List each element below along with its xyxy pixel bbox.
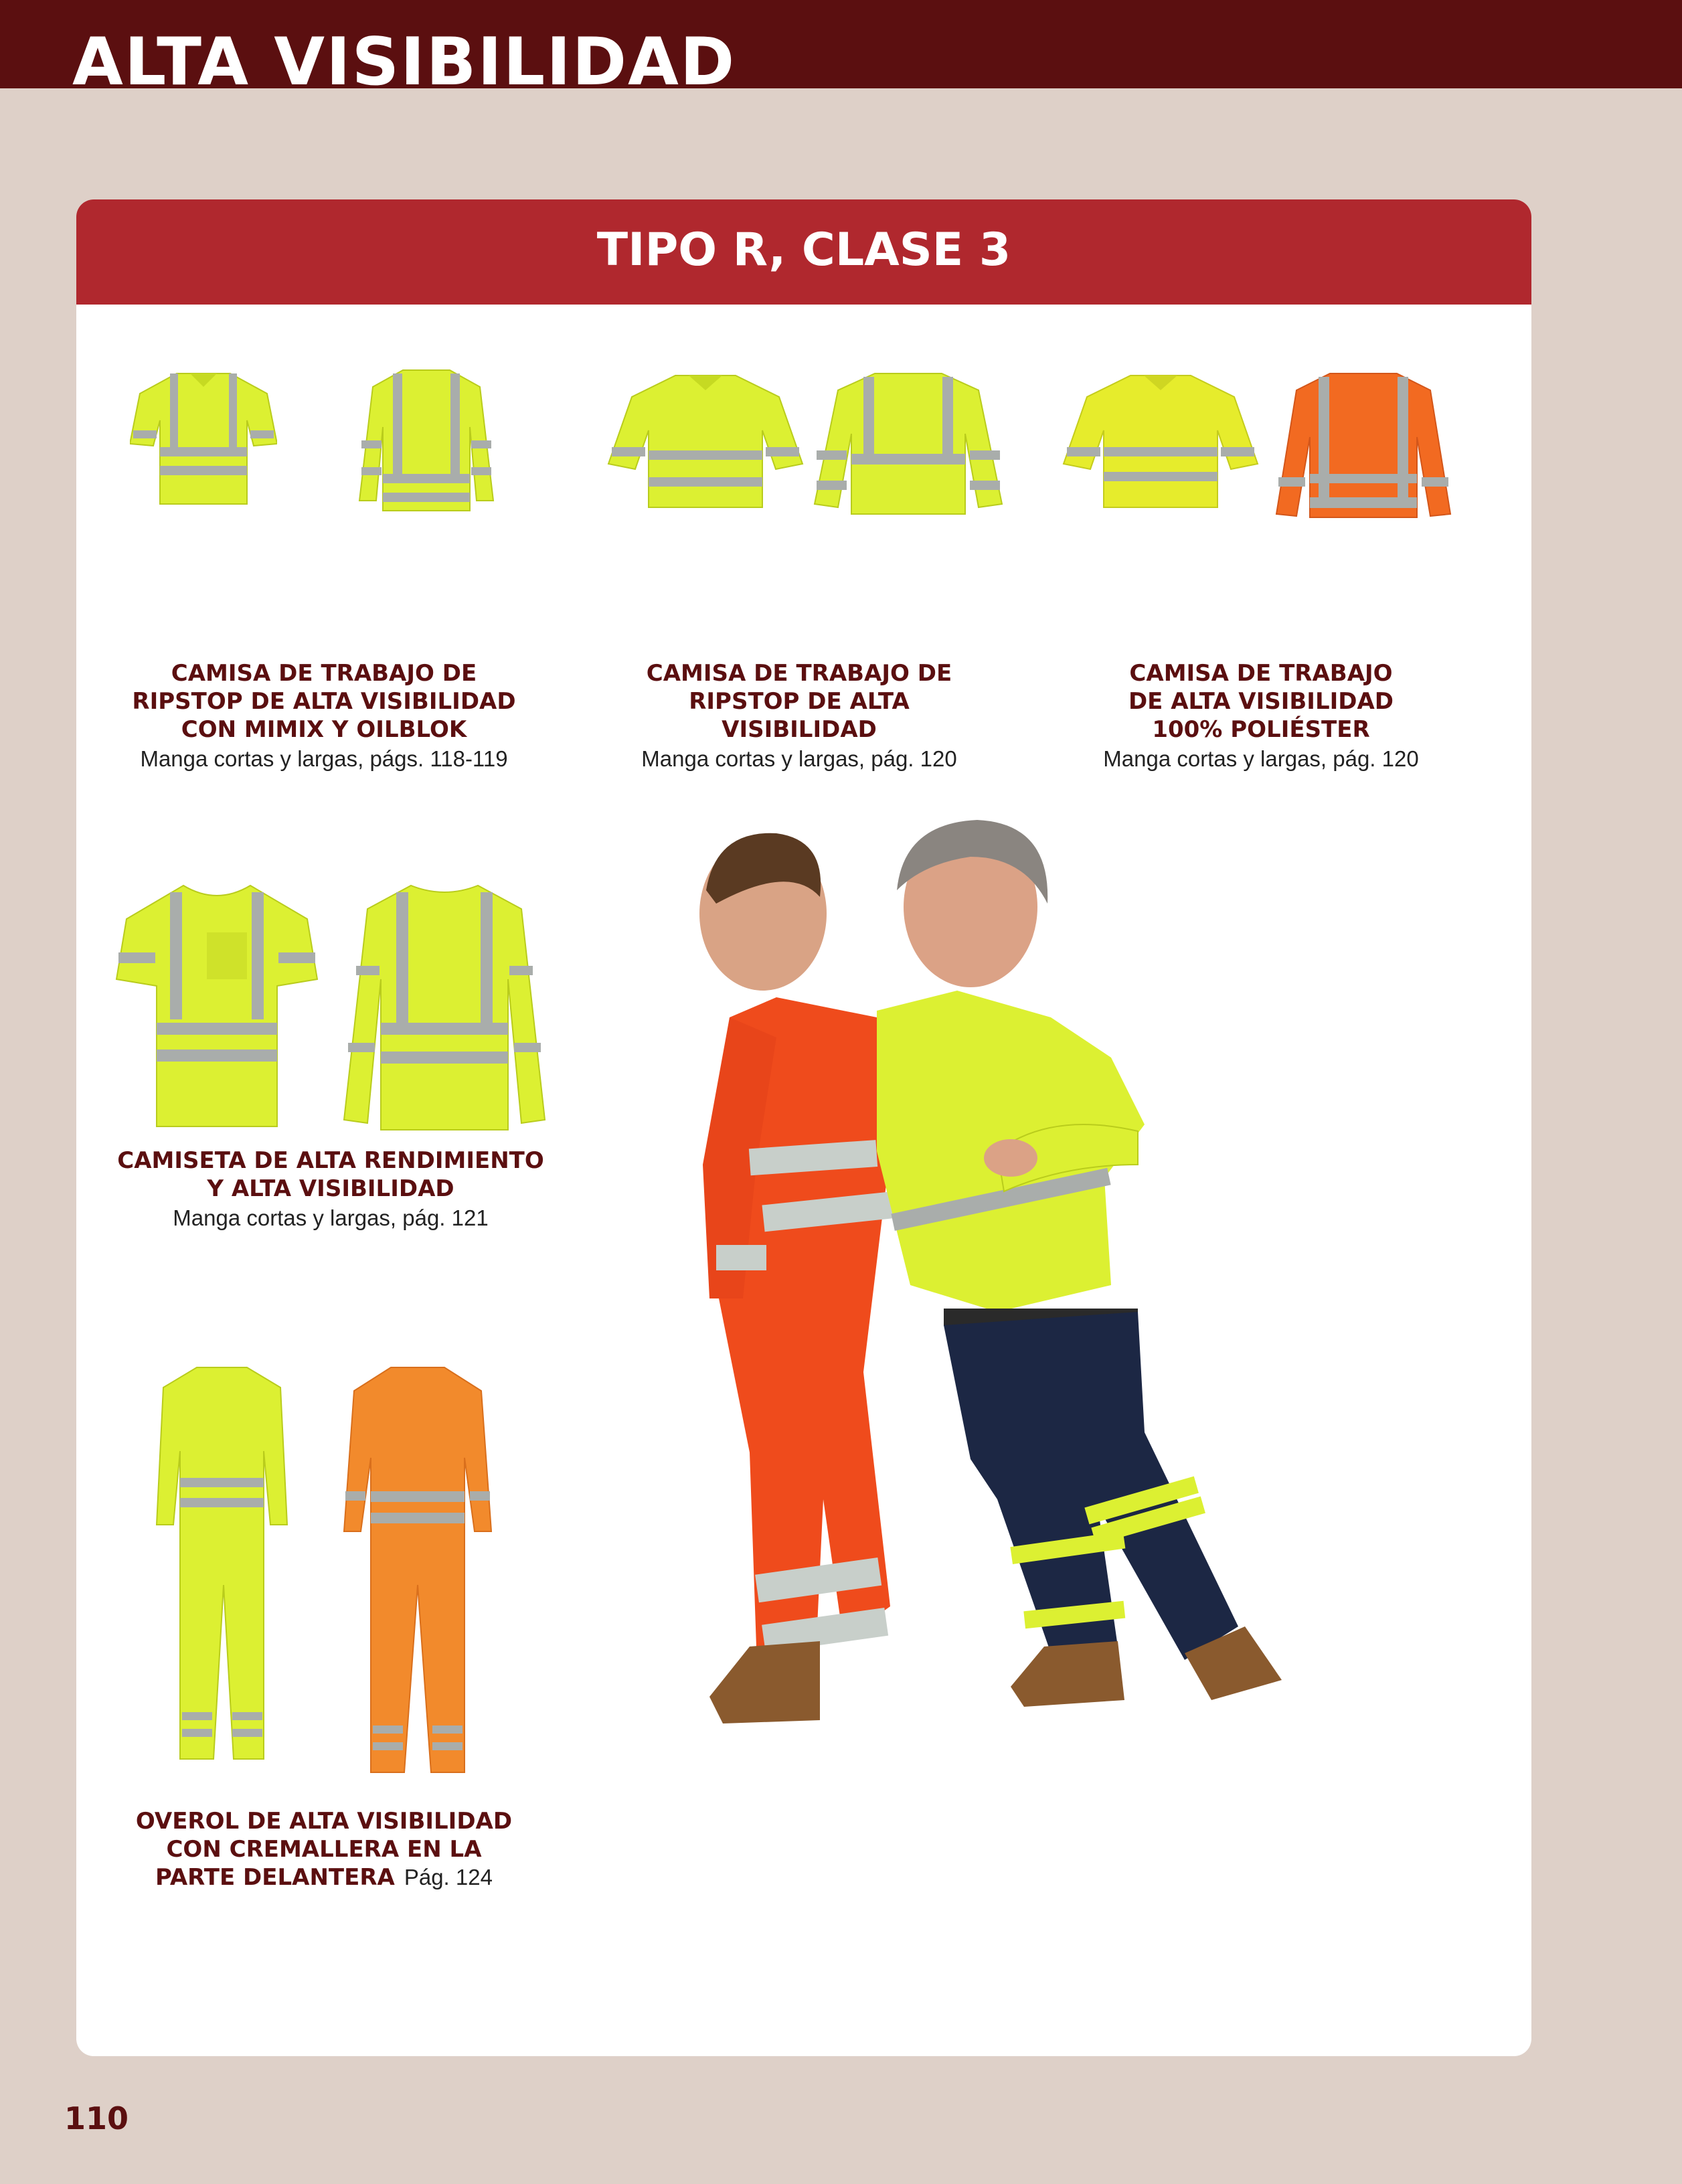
shirt-back-image <box>356 367 497 514</box>
card-heading: TIPO R, CLASE 3 <box>596 224 1011 276</box>
coverall-back-orange-image <box>337 1364 498 1779</box>
shirt-front-image <box>1060 370 1261 511</box>
product-subtitle: Manga cortas y largas, pág. 121 <box>173 1205 489 1230</box>
shirt-front-image <box>605 370 806 511</box>
coverall-front-image <box>150 1364 294 1766</box>
shirt-back-image <box>811 370 1005 517</box>
page-number: 110 <box>64 2100 129 2136</box>
shirt-back-orange-image <box>1273 370 1454 521</box>
product-title: CAMISA DE TRABAJO DE RIPSTOP DE ALTA VISIBILIDAD <box>646 660 952 743</box>
product-subtitle: Manga cortas y largas, pág. 120 <box>641 746 957 771</box>
page-reference: Pág. 124 <box>404 1865 493 1889</box>
tshirt-back-image <box>337 879 552 1133</box>
workers-photo <box>676 817 1573 2048</box>
product-title: OVEROL DE ALTA VISIBILIDAD CON CREMALLERA EN LA PARTE DELANTERA Pág. 124 <box>135 1808 513 1891</box>
section-banner <box>0 0 1682 88</box>
card-header <box>76 199 1531 305</box>
product-title: CAMISA DE TRABAJO DE RIPSTOP DE ALTA VISIBILIDAD CON MIMIX Y OILBLOK <box>132 660 516 743</box>
tshirt-front-image <box>113 879 321 1130</box>
product-subtitle: Manga cortas y largas, pág. 120 <box>1103 746 1419 771</box>
section-title: ALTA VISIBILIDAD <box>72 24 736 88</box>
product-subtitle: Manga cortas y largas, págs. 118-119 <box>140 746 508 771</box>
product-title: CAMISETA DE ALTA RENDIMIENTO Y ALTA VISIBILIDAD <box>117 1147 544 1202</box>
shirt-front-image <box>130 367 277 507</box>
product-title: CAMISA DE TRABAJO DE ALTA VISIBILIDAD 100% POLIÉSTER <box>1128 660 1394 743</box>
